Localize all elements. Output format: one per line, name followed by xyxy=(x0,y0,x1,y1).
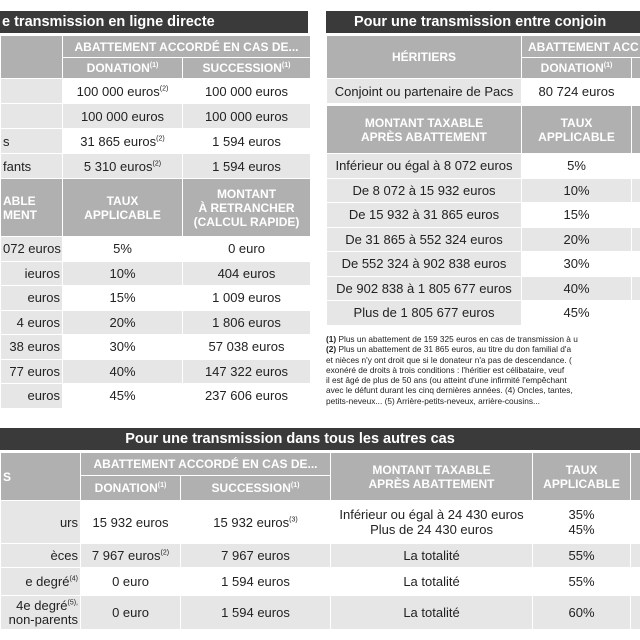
right-abattement-header: ABATTEMENT ACC xyxy=(522,36,640,58)
extra-cell xyxy=(631,568,640,596)
table-row xyxy=(327,252,640,277)
footnote-line: exonéré de droits à trois conditions : l'héritier est célibataire, veuf xyxy=(326,364,565,375)
taux-cell: 20% xyxy=(522,227,632,252)
succession-cell: 1 594 euros xyxy=(183,129,311,154)
right-section-title: Pour une transmission entre conjoin xyxy=(326,11,640,33)
table-row xyxy=(1,237,311,262)
table-row xyxy=(1,568,640,596)
right-taxable-header: MONTANT TAXABLE APRÈS ABATTEMENT xyxy=(327,106,522,154)
table-row xyxy=(327,79,640,104)
table-row xyxy=(1,129,311,154)
table-row xyxy=(1,359,311,384)
donation-cell: 15 932 euros xyxy=(81,501,181,544)
table-row xyxy=(327,154,640,179)
bottom-donation-header: DONATION$^{(1)}$ xyxy=(81,476,181,501)
tranche-cell: Plus de 1 805 677 euros xyxy=(327,301,522,326)
succession-cell: 100 000 euros xyxy=(183,79,311,104)
row-label: èces xyxy=(1,544,81,568)
tranche-cell: De 8 072 à 15 932 euros xyxy=(327,178,522,203)
bottom-taxable-header: MONTANT TAXABLE APRÈS ABATTEMENT xyxy=(331,453,533,501)
table-row xyxy=(1,286,311,311)
table-row xyxy=(1,544,640,568)
bottom-section-title: Pour une transmission dans tous les autres cas xyxy=(0,428,640,450)
extra-cell xyxy=(631,596,640,630)
succession-cell: 1 594 euros xyxy=(181,596,331,630)
table-row xyxy=(1,154,311,179)
taux-cell: 30% xyxy=(522,252,632,277)
montant-cell: 237 606 euros xyxy=(183,384,311,409)
conjoint-succession xyxy=(632,79,640,104)
succession-cell: 7 967 euros xyxy=(181,544,331,568)
taux-cell: 10% xyxy=(522,178,632,203)
taux-cell: 15% xyxy=(522,203,632,228)
footnote-line: (2) Plus un abattement de 31 865 euros, au titre du don familial d'a xyxy=(326,344,572,355)
taux-cell: 60% xyxy=(533,596,631,630)
tranche-cell: De 15 932 à 31 865 euros xyxy=(327,203,522,228)
taux-cell: 45% xyxy=(522,301,632,326)
bottom-beneficiaire-header: S xyxy=(1,453,81,501)
tranche-cell: Inférieur ou égal à 8 072 euros xyxy=(327,154,522,179)
left-donation-header: DONATION$^{(1)}$ xyxy=(63,58,183,79)
tranche-cell: euros xyxy=(1,384,63,409)
footnote-line: il est âgé de plus de 50 ans (ou atteint d'une infirmité l'empêchant xyxy=(326,375,567,386)
taxable-cell: La totalité xyxy=(331,596,533,630)
tranche-cell: De 552 324 à 902 838 euros xyxy=(327,252,522,277)
right-heritiers-header: HÉRITIERS xyxy=(327,36,522,79)
donation-cell: 5 310 euros$^{(2)}$ xyxy=(63,154,183,179)
donation-cell: 100 000 euros$^{(2)}$ xyxy=(63,79,183,104)
taux-cell: 55% xyxy=(533,568,631,596)
table-row xyxy=(327,227,640,252)
right-succession-header xyxy=(632,58,640,79)
row-label xyxy=(1,104,63,129)
bottom-succession-header: SUCCESSION$^{(1)}$ xyxy=(181,476,331,501)
tranche-cell: 38 euros xyxy=(1,335,63,360)
left-section-title: e transmission en ligne directe xyxy=(0,11,308,33)
table-row xyxy=(1,335,311,360)
table-row xyxy=(1,261,311,286)
extra-cell xyxy=(632,154,640,179)
taux-cell: 35% 45% xyxy=(533,501,631,544)
table-row xyxy=(1,501,640,544)
donation-cell: 0 euro xyxy=(81,596,181,630)
taux-cell: 20% xyxy=(63,310,183,335)
succession-cell: 1 594 euros xyxy=(181,568,331,596)
montant-cell: 1 009 euros xyxy=(183,286,311,311)
extra-cell xyxy=(632,227,640,252)
montant-cell: 1 806 euros xyxy=(183,310,311,335)
table-row xyxy=(1,79,311,104)
right-abattement-table xyxy=(326,35,640,104)
taux-cell: 5% xyxy=(522,154,632,179)
table-row xyxy=(1,596,640,630)
tranche-cell: ieuros xyxy=(1,261,63,286)
right-taux-header: TAUX APPLICABLE xyxy=(522,106,632,154)
montant-cell: 57 038 euros xyxy=(183,335,311,360)
montant-cell: 147 322 euros xyxy=(183,359,311,384)
montant-cell: 404 euros xyxy=(183,261,311,286)
right-bareme-table xyxy=(326,105,640,326)
footnote-line: (1) Plus un abattement de 159 325 euros en cas de transmission à u xyxy=(326,334,578,344)
footnotes xyxy=(326,334,640,406)
left-abattement-header: ABATTEMENT ACCORDÉ EN CAS DE... xyxy=(63,36,311,58)
taxable-cell: Inférieur ou égal à 24 430 euros Plus de 24 430 euros xyxy=(331,501,533,544)
taxable-cell: La totalité xyxy=(331,568,533,596)
table-row xyxy=(1,384,311,409)
conjoint-label: Conjoint ou partenaire de Pacs xyxy=(327,79,522,104)
conjoint-donation: 80 724 euros xyxy=(522,79,632,104)
bottom-extra-header xyxy=(631,453,640,501)
left-taux-header: TAUX APPLICABLE xyxy=(63,179,183,237)
donation-cell: 7 967 euros$^{(2)}$ xyxy=(81,544,181,568)
tranche-cell: 77 euros xyxy=(1,359,63,384)
taux-cell: 45% xyxy=(63,384,183,409)
taux-cell: 5% xyxy=(63,237,183,262)
row-label: 4e degré$^{(5),}$ non-parents xyxy=(1,596,81,630)
taux-cell: 10% xyxy=(63,261,183,286)
extra-cell xyxy=(632,301,640,326)
footnote-line: avec le défunt durant les cinq dernières années. (4) Oncles, tantes, xyxy=(326,385,573,396)
table-row xyxy=(327,276,640,301)
left-montant-header: MONTANT À RETRANCHER (CALCUL RAPIDE) xyxy=(183,179,311,237)
extra-cell xyxy=(632,203,640,228)
left-bareme-table xyxy=(0,178,311,409)
table-row xyxy=(327,178,640,203)
right-donation-header: DONATION$^{(1)}$ xyxy=(522,58,632,79)
row-label: fants xyxy=(1,154,63,179)
extra-cell xyxy=(632,252,640,277)
footnote-line: petits-neveux... (5) Arrière-petits-neveux, arrière-cousins... xyxy=(326,395,540,406)
table-row xyxy=(1,310,311,335)
taxable-cell: La totalité xyxy=(331,544,533,568)
left-succession-header: SUCCESSION$^{(1)}$ xyxy=(183,58,311,79)
right-extra-header xyxy=(632,106,640,154)
tranche-cell: euros xyxy=(1,286,63,311)
extra-cell xyxy=(632,276,640,301)
bottom-taux-header: TAUX APPLICABLE xyxy=(533,453,631,501)
footnote-line: et nièces n'y ont droit que si le donateur n'a pas de descendance. ( xyxy=(326,354,572,365)
taux-cell: 40% xyxy=(522,276,632,301)
bottom-abattement-header: ABATTEMENT ACCORDÉ EN CAS DE... xyxy=(81,453,331,476)
donation-cell: 0 euro xyxy=(81,568,181,596)
bottom-table xyxy=(0,452,640,630)
extra-cell xyxy=(631,544,640,568)
taux-cell: 40% xyxy=(63,359,183,384)
donation-cell: 31 865 euros$^{(2)}$ xyxy=(63,129,183,154)
succession-cell: 1 594 euros xyxy=(183,154,311,179)
left-taxable-header: ABLE MENT xyxy=(1,179,63,237)
tranche-cell: 4 euros xyxy=(1,310,63,335)
extra-cell xyxy=(631,501,640,544)
table-row xyxy=(327,301,640,326)
taux-cell: 30% xyxy=(63,335,183,360)
tranche-cell: 072 euros xyxy=(1,237,63,262)
row-label: s xyxy=(1,129,63,154)
tranche-cell: De 31 865 à 552 324 euros xyxy=(327,227,522,252)
left-abattement-table xyxy=(0,35,311,179)
taux-cell: 55% xyxy=(533,544,631,568)
tranche-cell: De 902 838 à 1 805 677 euros xyxy=(327,276,522,301)
donation-cell: 100 000 euros xyxy=(63,104,183,129)
extra-cell xyxy=(632,178,640,203)
succession-cell: 100 000 euros xyxy=(183,104,311,129)
row-label xyxy=(1,79,63,104)
taux-cell: 15% xyxy=(63,286,183,311)
table-row xyxy=(1,104,311,129)
montant-cell: 0 euro xyxy=(183,237,311,262)
table-row xyxy=(327,203,640,228)
row-label: e degré$^{(4)}$ xyxy=(1,568,81,596)
left-heritiers-header xyxy=(1,36,63,79)
succession-cell: 15 932 euros$^{(3)}$ xyxy=(181,501,331,544)
row-label: urs xyxy=(1,501,81,544)
